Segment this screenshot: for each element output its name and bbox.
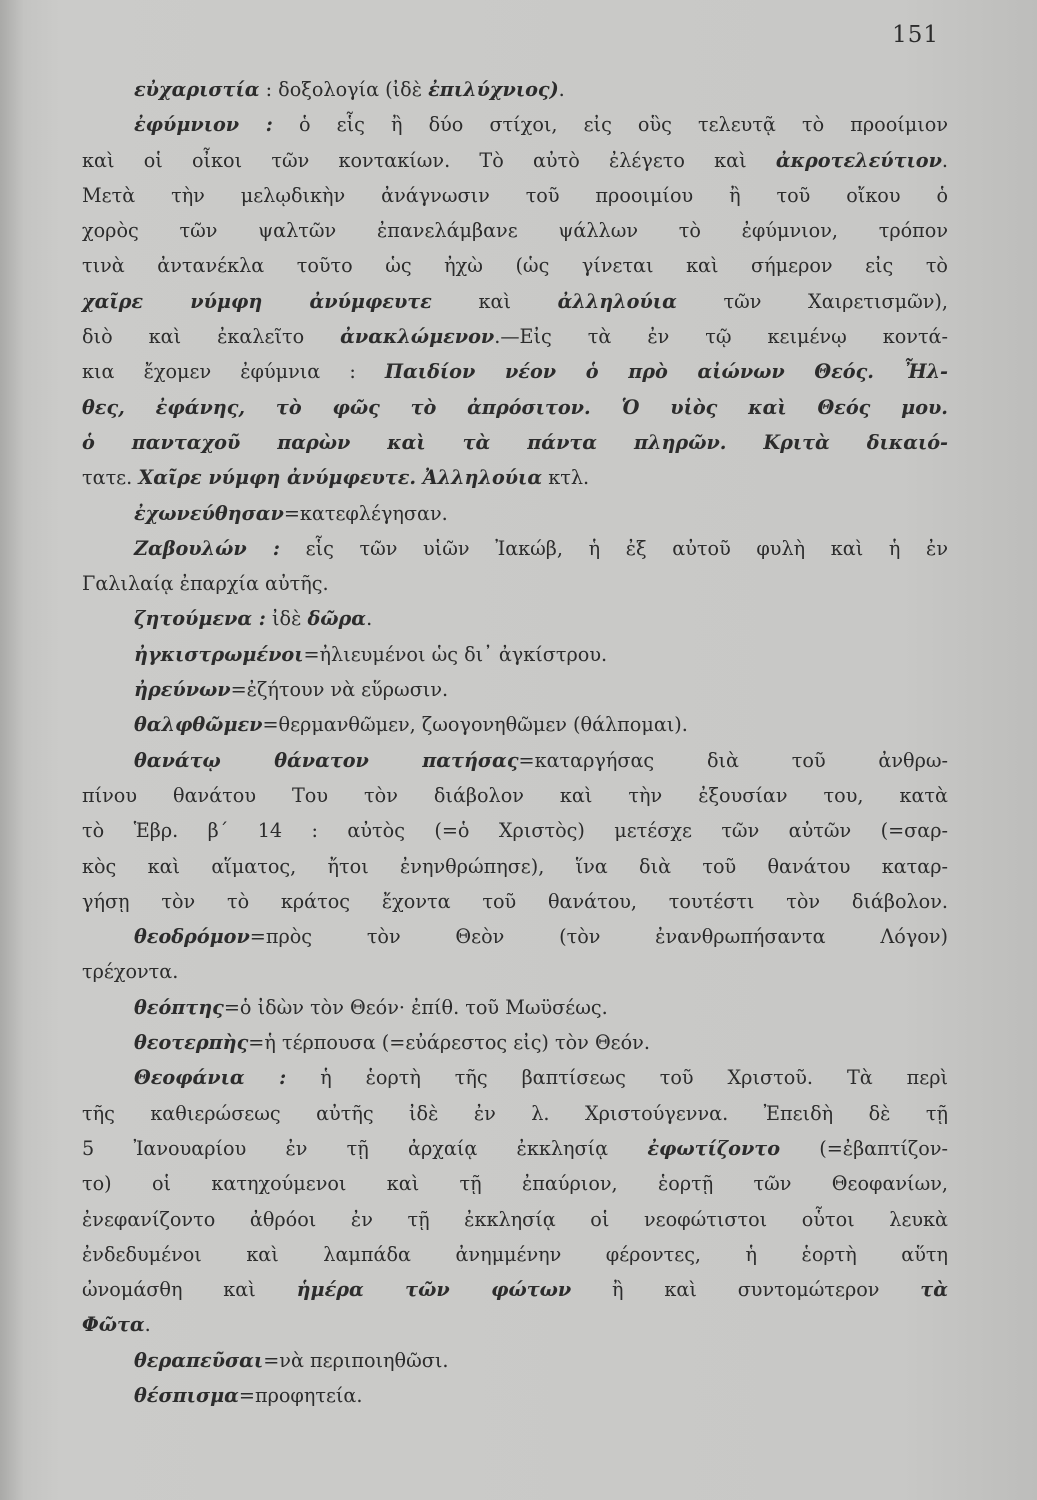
term-text: θεόπτης bbox=[134, 995, 224, 1019]
text-line bbox=[82, 1272, 948, 1307]
body-text: καὶ οἱ οἶκοι τῶν κοντακίων. Τὸ αὐτὸ ἐλέγετο καὶ bbox=[82, 148, 776, 172]
term-text: ἐφύμνιον : bbox=[134, 113, 273, 137]
body-text: =θερμανθῶμεν, ζωογονηθῶμεν (θάλπομαι). bbox=[262, 713, 688, 737]
text-line bbox=[82, 919, 948, 954]
body-text: τινὰ ἀντανέκλα τοῦτο ὡς ἠχὼ (ὡς γίνεται καὶ σήμερον εἰς τὸ bbox=[82, 254, 948, 278]
term-text: ἠγκιστρωμένοι bbox=[134, 642, 304, 666]
body-text: 5 Ἰανουαρίου ἐν τῇ ἀρχαίᾳ ἐκκλησίᾳ bbox=[82, 1136, 648, 1160]
body-text: γήσῃ τὸν τὸ κράτος ἔχοντα τοῦ θανάτου, τουτέστι τὸν διάβολον. bbox=[82, 889, 948, 913]
body-text: πίνου θανάτου Του τὸν διάβολον καὶ τὴν ἐξουσίαν του, κατὰ bbox=[82, 783, 948, 807]
body-text: =κατεφλέγησαν. bbox=[283, 501, 448, 525]
term-text: θαλφθῶμεν bbox=[134, 713, 263, 737]
text-line bbox=[82, 1378, 948, 1413]
text-line bbox=[82, 1343, 948, 1378]
body-text: κὸς καὶ αἵματος, ἤτοι ἐνηνθρώπησε), ἵνα διὰ τοῦ θανάτου καταρ- bbox=[82, 854, 948, 878]
body-text: ἰδὲ bbox=[265, 607, 308, 631]
text-line bbox=[82, 1025, 948, 1060]
body-text: τῆς καθιερώσεως αὐτῆς ἰδὲ ἐν λ. Χριστούγεννα. Ἐπειδὴ δὲ τῇ bbox=[82, 1101, 948, 1125]
glossary-text bbox=[82, 72, 948, 1413]
text-line bbox=[82, 990, 948, 1025]
body-text: ἡ ἑορτὴ τῆς βαπτίσεως τοῦ Χριστοῦ. Τὰ περὶ bbox=[286, 1066, 948, 1090]
term-text: δῶρα bbox=[307, 607, 367, 631]
term-text: εὐχαριστία bbox=[134, 78, 260, 101]
term-text: θεοδρόμον bbox=[134, 925, 250, 949]
text-line bbox=[82, 390, 948, 425]
body-text: το) οἱ κατηχούμενοι καὶ τῇ ἐπαύριον, ἑορτῇ τῶν Θεοφανίων, bbox=[82, 1172, 948, 1196]
text-line bbox=[82, 143, 948, 178]
term-text: θανάτῳ θάνατον πατήσας bbox=[134, 748, 519, 772]
body-text: =πρὸς τὸν Θεὸν (τὸν ἐνανθρωπήσαντα Λόγον) bbox=[249, 925, 948, 949]
text-line bbox=[82, 566, 948, 601]
body-text: διὸ καὶ ἐκαλεῖτο bbox=[82, 325, 341, 349]
text-line bbox=[82, 813, 948, 848]
term-text: θέσπισμα bbox=[134, 1383, 239, 1407]
text-line bbox=[82, 884, 948, 919]
body-text: τῶν Χαιρετισμῶν), bbox=[676, 289, 948, 313]
text-line bbox=[82, 531, 948, 566]
text-line bbox=[82, 496, 948, 531]
text-line bbox=[82, 778, 948, 813]
term-text: τὰ bbox=[920, 1278, 948, 1302]
term-text: Φῶτα bbox=[82, 1313, 145, 1337]
body-text: Μετὰ τὴν μελῳδικὴν ἀνάγνωσιν τοῦ προοιμίου ἢ τοῦ οἴκου ὁ bbox=[82, 183, 948, 207]
body-text: ἢ καὶ συντομώτερον bbox=[571, 1278, 921, 1302]
body-text: εἷς τῶν υἱῶν Ἰακώβ, ἡ ἐξ αὐτοῦ φυλὴ καὶ ἡ ἐν bbox=[279, 536, 948, 560]
term-text: θες, ἐφάνης, τὸ φῶς τὸ ἀπρόσιτον. Ὁ υἱὸς καὶ Θεός μου. bbox=[82, 395, 948, 419]
text-line bbox=[82, 1060, 948, 1095]
body-text: (=ἐβαπτίζον- bbox=[780, 1136, 948, 1160]
body-text: Γαλιλαίᾳ ἐπαρχία αὐτῆς. bbox=[82, 572, 329, 596]
body-text: =καταργήσας διὰ τοῦ ἀνθρω- bbox=[518, 748, 948, 772]
body-text: ἐνδεδυμένοι καὶ λαμπάδα ἀνημμένην φέροντες, ἡ ἑορτὴ αὕτη bbox=[82, 1242, 948, 1266]
term-text: Ζαβουλών : bbox=[134, 536, 280, 560]
text-line bbox=[82, 637, 948, 672]
text-line bbox=[82, 672, 948, 707]
body-text: . bbox=[558, 78, 565, 101]
text-line bbox=[82, 319, 948, 354]
body-text: =ἡ τέρπουσα (=εὐάρεστος εἰς) τὸν Θεόν. bbox=[248, 1031, 650, 1055]
body-text: κια ἔχομεν ἐφύμνια : bbox=[82, 360, 385, 384]
text-line bbox=[82, 707, 948, 742]
body-text: =ἐζήτουν νὰ εὕρωσιν. bbox=[230, 678, 449, 702]
term-text: ἀλληλούια bbox=[557, 289, 677, 313]
text-line bbox=[82, 178, 948, 213]
text-line bbox=[82, 954, 948, 989]
text-line bbox=[82, 460, 948, 495]
body-text: τὸ Ἑβρ. β΄ 14 : αὐτὸς (=ὁ Χριστὸς) μετέσχε τῶν αὐτῶν (=σαρ- bbox=[82, 819, 948, 843]
term-text: θεραπεῦσαι bbox=[134, 1348, 264, 1372]
text-line bbox=[82, 1131, 948, 1166]
body-text: =ἠλιευμένοι ὡς δι᾽ ἀγκίστρου. bbox=[303, 642, 608, 666]
text-line bbox=[82, 354, 948, 389]
body-text: .—Εἰς τὰ ἐν τῷ κειμένῳ κοντά- bbox=[494, 325, 948, 349]
term-text: ἐπιλύχνιος) bbox=[428, 78, 559, 101]
term-text: χαῖρε νύμφη ἀνύμφευτε bbox=[82, 289, 432, 313]
text-line bbox=[82, 1096, 948, 1131]
term-text: Θεοφάνια : bbox=[134, 1066, 287, 1090]
body-text: χορὸς τῶν ψαλτῶν ἐπανελάμβανε ψάλλων τὸ ἐφύμνιον, τρόπον bbox=[82, 219, 948, 243]
body-text: =ὁ ἰδὼν τὸν Θεόν· ἐπίθ. τοῦ Μωϋσέως. bbox=[223, 995, 608, 1019]
term-text: Χαῖρε νύμφη ἀνύμφευτε. Ἀλληλούια bbox=[138, 466, 543, 490]
text-line bbox=[82, 601, 948, 636]
body-text: ὁ εἷς ἢ δύο στίχοι, εἰς οὓς τελευτᾷ τὸ προοίμιον bbox=[272, 113, 949, 137]
text-line bbox=[82, 743, 948, 778]
body-text: καὶ bbox=[431, 289, 558, 313]
term-text: ἠρεύνων bbox=[134, 678, 231, 702]
text-line bbox=[82, 849, 948, 884]
body-text: =προφητεία. bbox=[238, 1383, 363, 1407]
body-text: . bbox=[941, 148, 948, 172]
term-text: Παιδίον νέον ὁ πρὸ αἰώνων Θεός. Ἦλ- bbox=[384, 360, 948, 384]
text-line bbox=[82, 1307, 948, 1342]
text-line bbox=[82, 107, 948, 142]
text-line bbox=[82, 1202, 948, 1237]
body-text: : δοξολογία (ἰδὲ bbox=[259, 78, 429, 101]
text-line bbox=[82, 248, 948, 283]
term-text: ἐφωτίζοντο bbox=[647, 1136, 780, 1160]
body-text: ὠνομάσθη καὶ bbox=[82, 1278, 297, 1302]
text-line bbox=[82, 284, 948, 319]
term-text: ἀκροτελεύτιον bbox=[775, 148, 942, 172]
body-text: κτλ. bbox=[542, 466, 590, 490]
term-text: ἐχωνεύθησαν bbox=[134, 501, 284, 525]
term-text: ἡμέρα τῶν φώτων bbox=[296, 1278, 572, 1302]
term-text: ἀνακλώμενον bbox=[340, 325, 495, 349]
term-text: θεοτερπὴς bbox=[134, 1031, 249, 1055]
term-text: ὁ πανταχοῦ παρὼν καὶ τὰ πάντα πληρῶν. Κριτὰ δικαιό- bbox=[82, 430, 948, 454]
text-line bbox=[82, 72, 948, 107]
body-text: . bbox=[144, 1313, 151, 1337]
body-text: . bbox=[366, 607, 373, 631]
body-text: =νὰ περιποιηθῶσι. bbox=[263, 1348, 449, 1372]
text-line bbox=[82, 1166, 948, 1201]
text-line bbox=[82, 425, 948, 460]
body-text: τρέχοντα. bbox=[82, 960, 179, 984]
page-number: 151 bbox=[892, 22, 939, 48]
text-line bbox=[82, 1237, 948, 1272]
text-line bbox=[82, 213, 948, 248]
body-text: ἐνεφανίζοντο ἀθρόοι ἐν τῇ ἐκκλησίᾳ οἱ νεοφώτιστοι οὗτοι λευκὰ bbox=[82, 1207, 948, 1231]
term-text: ζητούμενα : bbox=[134, 607, 266, 631]
body-text: τατε. bbox=[82, 466, 139, 490]
